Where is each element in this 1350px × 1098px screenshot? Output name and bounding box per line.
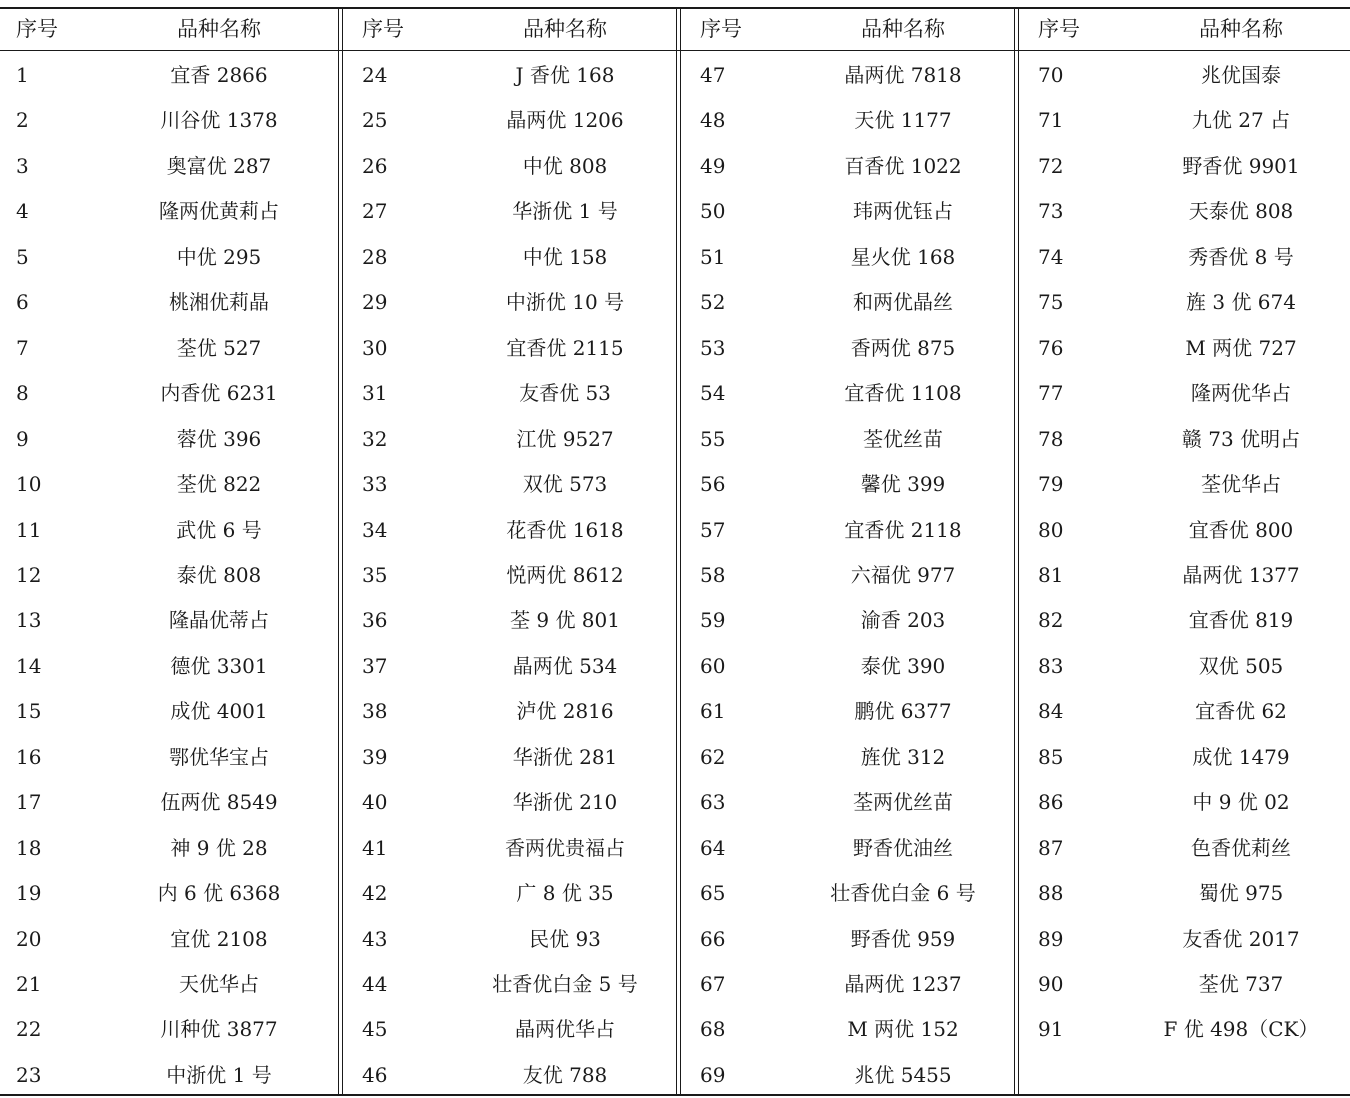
row-number: 4 (16, 199, 29, 223)
row-number: 34 (362, 518, 388, 542)
row-number: 68 (700, 1017, 726, 1041)
row-number: 77 (1038, 381, 1064, 405)
variety-name: 宜优 2108 (170, 927, 268, 951)
variety-name: 宜香优 800 (1188, 518, 1294, 542)
row-number: 70 (1038, 63, 1064, 87)
variety-name: 壮香优白金 6 号 (830, 881, 976, 905)
variety-name: 壮香优白金 5 号 (492, 972, 638, 996)
row-number: 26 (362, 154, 388, 178)
row-number: 40 (362, 790, 388, 814)
row-number: 3 (16, 154, 29, 178)
row-number: 69 (700, 1063, 726, 1087)
variety-name: 天优 1177 (854, 108, 952, 132)
row-number: 43 (362, 927, 388, 951)
variety-name: 江优 9527 (516, 427, 614, 451)
row-number: 89 (1038, 927, 1064, 951)
variety-name: F 优 498（CK） (1163, 1017, 1319, 1041)
row-number: 82 (1038, 608, 1064, 632)
variety-name: 内香优 6231 (160, 381, 278, 405)
row-number: 58 (700, 563, 726, 587)
row-number: 74 (1038, 245, 1064, 269)
row-number: 88 (1038, 881, 1064, 905)
row-number: 50 (700, 199, 726, 223)
header-number: 序号 (16, 17, 58, 41)
row-number: 73 (1038, 199, 1064, 223)
variety-name: 六福优 977 (850, 563, 956, 587)
row-number: 62 (700, 745, 726, 769)
row-number: 9 (16, 427, 29, 451)
row-number: 25 (362, 108, 388, 132)
table-column-group (0, 0, 330, 1098)
row-number: 27 (362, 199, 388, 223)
variety-name: 旌优 312 (860, 745, 946, 769)
row-number: 7 (16, 336, 29, 360)
column-divider (338, 7, 346, 1096)
variety-name: 宜香优 2118 (844, 518, 962, 542)
variety-name: 荃 9 优 801 (510, 608, 620, 632)
row-number: 45 (362, 1017, 388, 1041)
row-number: 22 (16, 1017, 42, 1041)
row-number: 38 (362, 699, 388, 723)
row-number: 6 (16, 290, 29, 314)
variety-name: 晶两优 534 (512, 654, 618, 678)
row-number: 20 (16, 927, 42, 951)
variety-name: 玮两优钰占 (853, 199, 953, 223)
row-number: 80 (1038, 518, 1064, 542)
row-number: 52 (700, 290, 726, 314)
row-number: 28 (362, 245, 388, 269)
row-number: 18 (16, 836, 42, 860)
variety-name: 荃优 822 (176, 472, 262, 496)
row-number: 41 (362, 836, 388, 860)
variety-name: 华浙优 210 (512, 790, 618, 814)
row-number: 83 (1038, 654, 1064, 678)
variety-name: 馨优 399 (860, 472, 946, 496)
variety-name: 荃优 737 (1198, 972, 1284, 996)
variety-name: 宜香优 819 (1188, 608, 1294, 632)
variety-name: 蓉优 396 (176, 427, 262, 451)
row-number: 29 (362, 290, 388, 314)
row-number: 35 (362, 563, 388, 587)
variety-name: 天优华占 (179, 972, 259, 996)
row-number: 8 (16, 381, 29, 405)
variety-name: 晶两优 1377 (1182, 563, 1300, 587)
row-number: 61 (700, 699, 726, 723)
variety-name: 荃优 527 (176, 336, 262, 360)
variety-name: 友香优 53 (519, 381, 611, 405)
variety-name: 天泰优 808 (1188, 199, 1294, 223)
variety-name: 华浙优 1 号 (512, 199, 618, 223)
row-number: 48 (700, 108, 726, 132)
row-number: 75 (1038, 290, 1064, 314)
variety-name: 双优 573 (522, 472, 608, 496)
variety-name: 中浙优 1 号 (166, 1063, 272, 1087)
row-number: 79 (1038, 472, 1064, 496)
row-number: 78 (1038, 427, 1064, 451)
header-variety-name: 品种名称 (1199, 17, 1283, 41)
variety-name: 中优 808 (522, 154, 608, 178)
variety-name: 荃优华占 (1201, 472, 1281, 496)
variety-name: 秀香优 8 号 (1188, 245, 1294, 269)
row-number: 76 (1038, 336, 1064, 360)
table-column-group (346, 0, 676, 1098)
variety-name: 中浙优 10 号 (505, 290, 625, 314)
variety-name: 兆优国泰 (1201, 63, 1281, 87)
header-variety-name: 品种名称 (861, 17, 945, 41)
variety-name: M 两优 152 (847, 1017, 959, 1041)
variety-name: 伍两优 8549 (160, 790, 278, 814)
row-number: 44 (362, 972, 388, 996)
variety-name: 赣 73 优明占 (1181, 427, 1301, 451)
variety-name: 悦两优 8612 (506, 563, 624, 587)
variety-name: 兆优 5455 (854, 1063, 952, 1087)
variety-name: 德优 3301 (170, 654, 268, 678)
row-number: 53 (700, 336, 726, 360)
variety-name: 华浙优 281 (512, 745, 618, 769)
row-number: 37 (362, 654, 388, 678)
header-variety-name: 品种名称 (523, 17, 607, 41)
row-number: 30 (362, 336, 388, 360)
variety-name: 川种优 3877 (160, 1017, 278, 1041)
row-number: 85 (1038, 745, 1064, 769)
row-number: 42 (362, 881, 388, 905)
variety-name: 内 6 优 6368 (157, 881, 281, 905)
variety-name: 泰优 808 (176, 563, 262, 587)
variety-name: 中 9 优 02 (1192, 790, 1290, 814)
row-number: 57 (700, 518, 726, 542)
variety-name: 荃优丝苗 (863, 427, 943, 451)
header-number: 序号 (1038, 17, 1080, 41)
row-number: 81 (1038, 563, 1064, 587)
row-number: 5 (16, 245, 29, 269)
row-number: 46 (362, 1063, 388, 1087)
variety-name: 星火优 168 (850, 245, 956, 269)
header-number: 序号 (700, 17, 742, 41)
variety-name: 泰优 390 (860, 654, 946, 678)
variety-name: 隆两优黄莉占 (159, 199, 279, 223)
variety-name: 香两优 875 (850, 336, 956, 360)
variety-name: 九优 27 占 (1191, 108, 1291, 132)
variety-name: 友优 788 (522, 1063, 608, 1087)
row-number: 1 (16, 63, 29, 87)
variety-name: 鹏优 6377 (854, 699, 952, 723)
row-number: 65 (700, 881, 726, 905)
variety-name: 晶两优 1206 (506, 108, 624, 132)
row-number: 54 (700, 381, 726, 405)
row-number: 23 (16, 1063, 42, 1087)
variety-name: 晶两优 1237 (844, 972, 962, 996)
variety-name: 宜香 2866 (170, 63, 268, 87)
row-number: 71 (1038, 108, 1064, 132)
variety-name: 武优 6 号 (176, 518, 262, 542)
variety-name: 民优 93 (529, 927, 601, 951)
variety-name: 广 8 优 35 (516, 881, 614, 905)
row-number: 84 (1038, 699, 1064, 723)
row-number: 11 (16, 518, 42, 542)
row-number: 66 (700, 927, 726, 951)
variety-name: J 香优 168 (515, 63, 615, 87)
header-number: 序号 (362, 17, 404, 41)
row-number: 12 (16, 563, 42, 587)
row-number: 59 (700, 608, 726, 632)
variety-name: 荃两优丝苗 (853, 790, 953, 814)
row-number: 49 (700, 154, 726, 178)
row-number: 16 (16, 745, 42, 769)
row-number: 2 (16, 108, 29, 132)
row-number: 64 (700, 836, 726, 860)
variety-name: 神 9 优 28 (170, 836, 268, 860)
row-number: 67 (700, 972, 726, 996)
row-number: 17 (16, 790, 42, 814)
variety-name: 花香优 1618 (506, 518, 624, 542)
variety-name: 成优 4001 (170, 699, 268, 723)
variety-name: 中优 158 (522, 245, 608, 269)
row-number: 19 (16, 881, 42, 905)
row-number: 51 (700, 245, 726, 269)
row-number: 31 (362, 381, 388, 405)
row-number: 55 (700, 427, 726, 451)
variety-name: 香两优贵福占 (505, 836, 625, 860)
row-number: 39 (362, 745, 388, 769)
row-number: 72 (1038, 154, 1064, 178)
variety-name: 宜香优 62 (1195, 699, 1287, 723)
table-column-group (1022, 0, 1350, 1098)
row-number: 91 (1038, 1017, 1064, 1041)
row-number: 21 (16, 972, 42, 996)
header-variety-name: 品种名称 (177, 17, 261, 41)
variety-name: 成优 1479 (1192, 745, 1290, 769)
variety-name: 宜香优 1108 (844, 381, 962, 405)
row-number: 10 (16, 472, 42, 496)
row-number: 14 (16, 654, 42, 678)
row-number: 86 (1038, 790, 1064, 814)
variety-name: 晶两优 7818 (844, 63, 962, 87)
row-number: 56 (700, 472, 726, 496)
variety-name: M 两优 727 (1185, 336, 1297, 360)
variety-name: 泸优 2816 (516, 699, 614, 723)
variety-name: 野香优 9901 (1182, 154, 1300, 178)
row-number: 60 (700, 654, 726, 678)
row-number: 87 (1038, 836, 1064, 860)
variety-name: 渝香 203 (860, 608, 946, 632)
row-number: 63 (700, 790, 726, 814)
variety-name: 宜香优 2115 (506, 336, 624, 360)
variety-name: 色香优莉丝 (1191, 836, 1291, 860)
variety-name: 百香优 1022 (844, 154, 962, 178)
variety-name: 野香优 959 (850, 927, 956, 951)
variety-name: 中优 295 (176, 245, 262, 269)
variety-name: 和两优晶丝 (853, 290, 953, 314)
row-number: 13 (16, 608, 42, 632)
variety-name: 蜀优 975 (1198, 881, 1284, 905)
row-number: 90 (1038, 972, 1064, 996)
row-number: 36 (362, 608, 388, 632)
variety-name: 鄂优华宝占 (169, 745, 269, 769)
variety-name: 野香优油丝 (853, 836, 953, 860)
variety-name: 旌 3 优 674 (1186, 290, 1296, 314)
table-column-group (684, 0, 1014, 1098)
variety-name: 隆两优华占 (1191, 381, 1291, 405)
row-number: 15 (16, 699, 42, 723)
row-number: 47 (700, 63, 726, 87)
variety-name: 奥富优 287 (166, 154, 272, 178)
variety-name: 桃湘优莉晶 (169, 290, 269, 314)
variety-name: 晶两优华占 (515, 1017, 615, 1041)
variety-name: 双优 505 (1198, 654, 1284, 678)
row-number: 33 (362, 472, 388, 496)
variety-name: 川谷优 1378 (160, 108, 278, 132)
variety-name: 友香优 2017 (1182, 927, 1300, 951)
row-number: 32 (362, 427, 388, 451)
variety-name: 隆晶优蒂占 (169, 608, 269, 632)
row-number: 24 (362, 63, 388, 87)
